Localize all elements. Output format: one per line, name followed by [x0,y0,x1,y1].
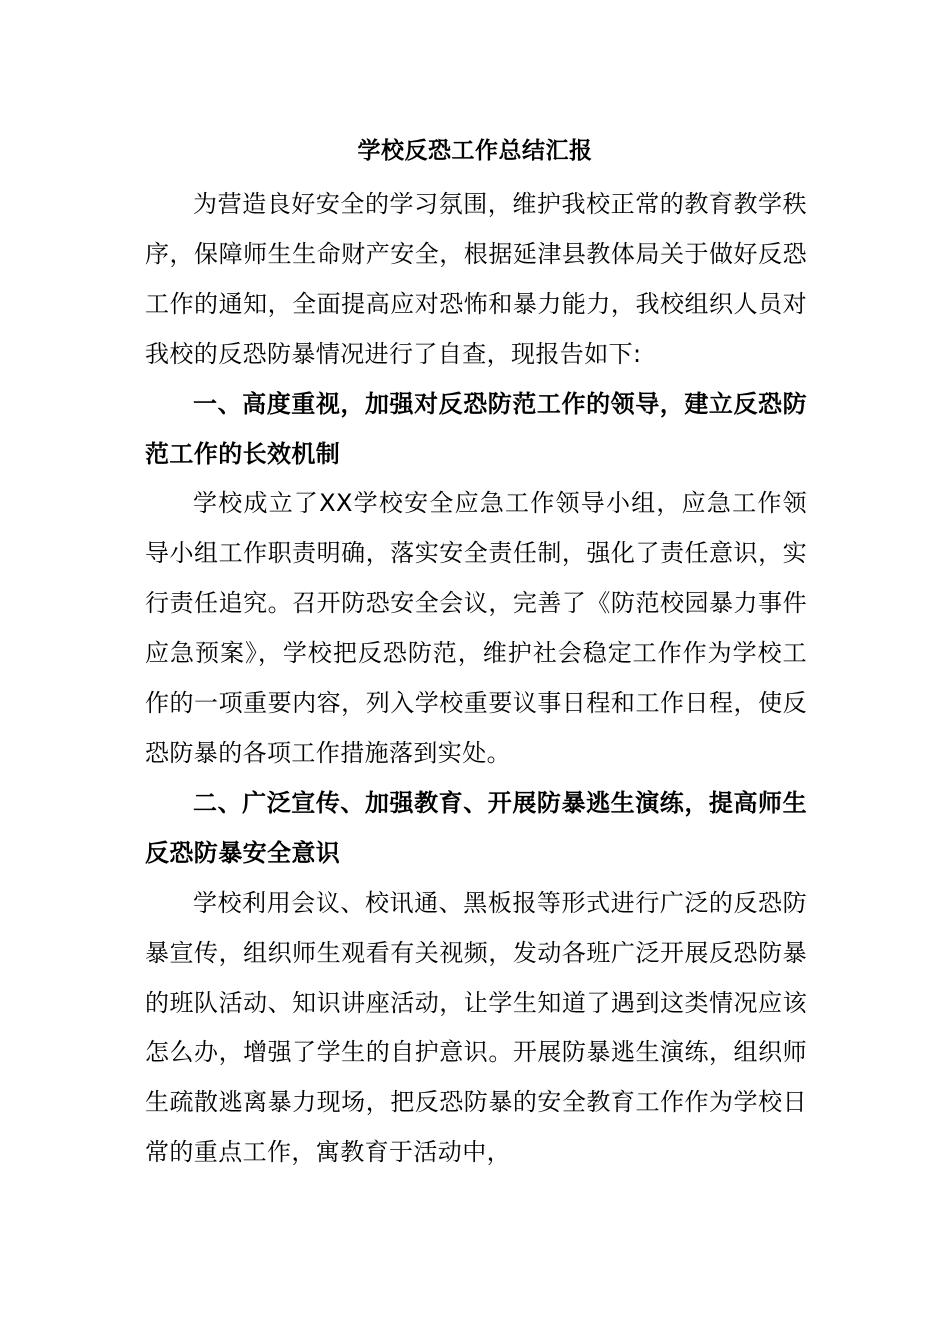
section-1-paragraph: 学校成立了XX学校安全应急工作领导小组，应急工作领导小组工作职责明确，落实安全责任制，强化了责任意识，实行责任追究。召开防恐安全会议，完善了《防范校园暴力事件应急预案》，学校把反恐防范，维护社会稳定工作作为学校工作的一项重要内容，列入学校重要议事日程和工作日程，使反恐防暴的各项工作措施落到实处。 [145,489,807,767]
document-title: 学校反恐工作总结汇报 [357,138,593,164]
section-2-paragraph: 学校利用会议、校讯通、黑板报等形式进行广泛的反恐防暴宣传，组织师生观看有关视频，发动各班广泛开展反恐防暴的班队活动、知识讲座活动，让学生知道了遇到这类情况应该怎么办，增强了学生的自护意识。开展防暴逃生演练，组织师生疏散逃离暴力现场，把反恐防暴的安全教育工作作为学校日常的重点工作，寓教育于活动中， [145,888,807,1167]
section-heading-1: 一、高度重视，加强对反恐防范工作的领导，建立反恐防范工作的长效机制 [145,389,807,468]
section-heading-2: 二、广泛宣传、加强教育、开展防暴逃生演练，提高师生反恐防暴安全意识 [145,788,807,867]
intro-paragraph: 为营造良好安全的学习氛围，维护我校正常的教育教学秩序，保障师生生命财产安全，根据延津县教体局关于做好反恐工作的通知，全面提高应对恐怖和暴力能力，我校组织人员对我校的反恐防暴情况进行了自查，现报告如下: [145,190,807,368]
document-body [145,180,807,1178]
